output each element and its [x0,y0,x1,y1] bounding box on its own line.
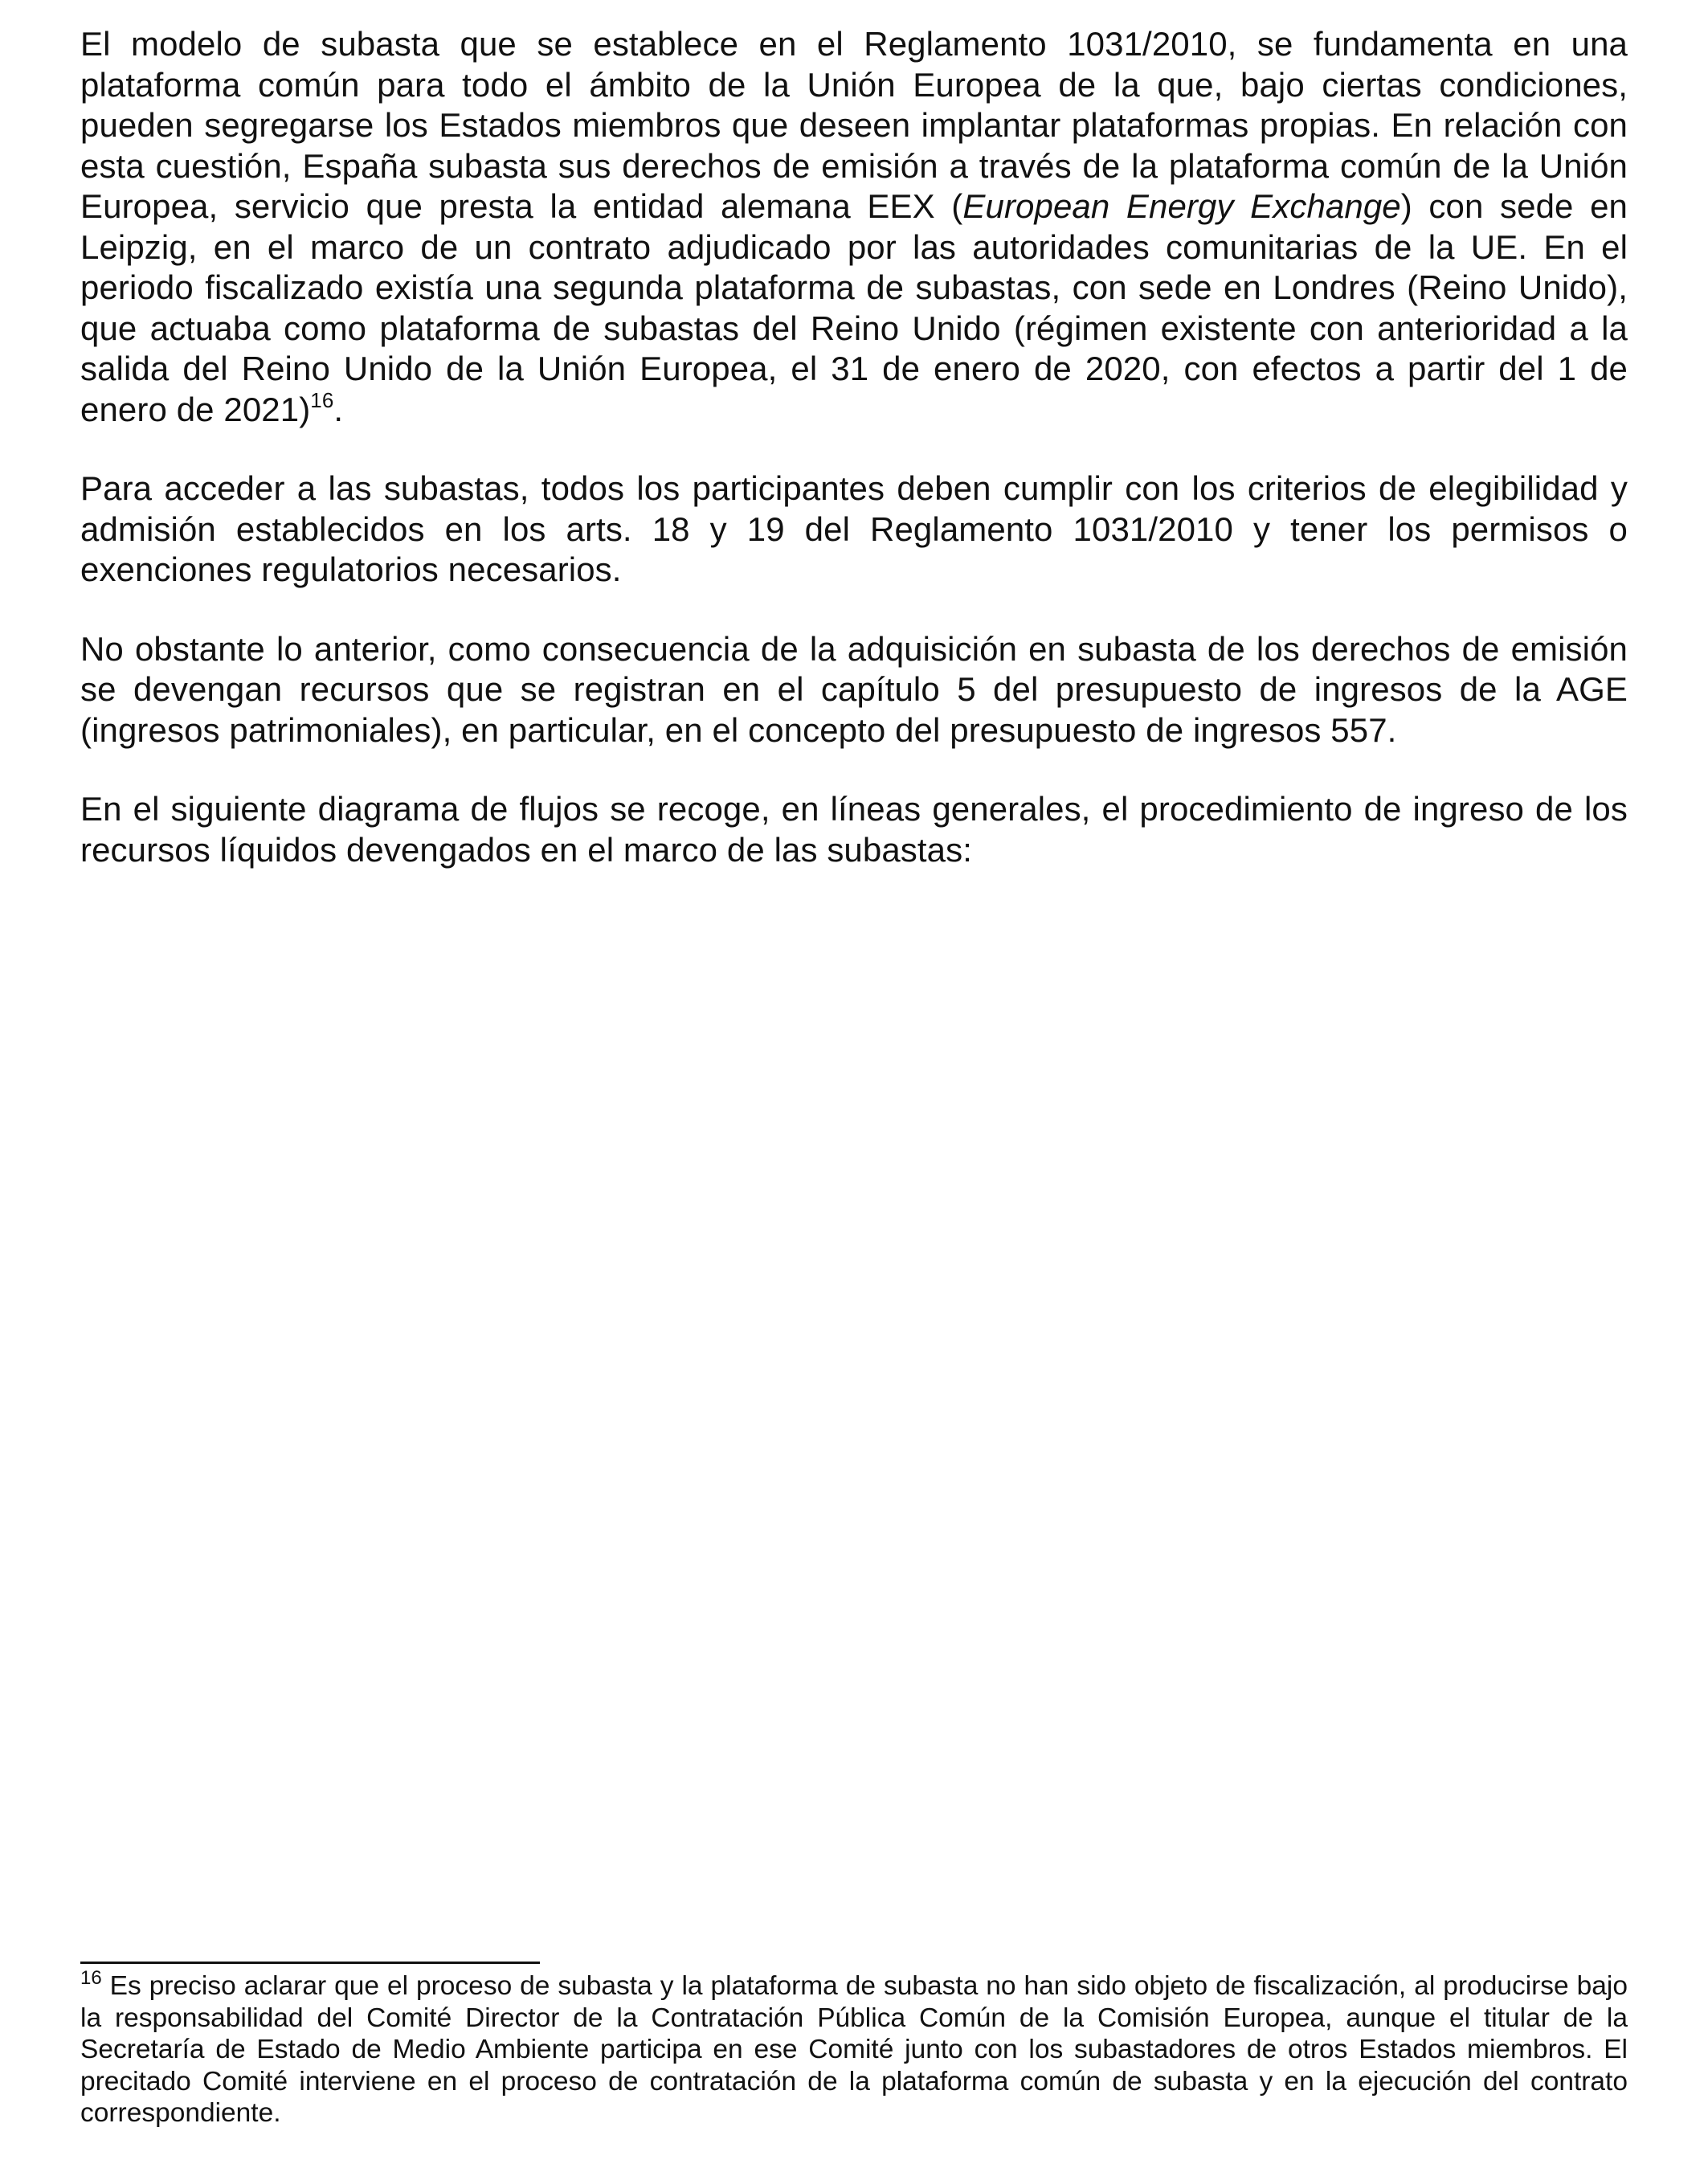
document-body [80,24,1628,909]
footnote-ref-16[interactable]: 16 [310,387,334,412]
paragraph-1-text-a: El modelo de subasta que se establece en el Reglamento 1031/2010, se fundamenta en una plataforma común para todo el ámbito de la Unión Europea de la que, bajo ciertas condiciones, pueden segregarse los Estados miembros que deseen implantar plataformas propias. En relación con esta cuestión, España subasta sus derechos de emisión a través de la plataforma común de la Unión Europea, servicio que presta la entidad alemana EEX ( [80,25,1628,225]
paragraph-access-criteria: Para acceder a las subastas, todos los participantes deben cumplir con los criterios de elegibilidad y admisión establecidos en los arts. 18 y 19 del Reglamento 1031/2010 y tener los permisos o exenciones regulatorios necesarios. [80,469,1628,588]
paragraph-1-end: . [333,390,344,428]
paragraph-flow-diagram-intro: En el siguiente diagrama de flujos se recoge, en líneas generales, el procedimiento de ingreso de los recursos líquidos devengados en el marco de las subastas: [80,790,1628,869]
footnote-16 [80,1966,1628,2129]
eex-full-name: European Energy Exchange [962,187,1401,225]
footnote-separator [80,1962,540,1964]
paragraph-auction-model [80,24,1628,430]
paragraph-revenue-registration: No obstante lo anterior, como consecuencia de la adquisición en subasta de los derechos de emisión se devengan recursos que se registran en el capítulo 5 del presupuesto de ingresos de la AGE (ingresos patrimoniales), en particular, en el concepto del presupuesto de ingresos 557. [80,629,1628,749]
paragraph-1-text-b: ) con sede en Leipzig, en el marco de un contrato adjudicado por las autoridades comunitarias de la UE. En el periodo fiscalizado existía una segunda plataforma de subastas, con sede en Londres (Reino Unido), que actuaba como plataforma de subastas del Reino Unido (régimen existente con anterioridad a la salida del Reino Unido de la Unión Europea, el 31 de enero de 2020, con efectos a partir del 1 de enero de 2021) [80,187,1628,428]
footnote-number: 16 [80,1966,102,1989]
footnote-text: Es preciso aclarar que el proceso de subasta y la plataforma de subasta no han sido objeto de fiscalización, al producirse bajo la responsabilidad del Comité Director de la Contratación Pública Común de la Comisión Europea, aunque el titular de la Secretaría de Estado de Medio Ambiente participa en ese Comité junto con los subastadores de otros Estados miembros. El precitado Comité interviene en el proceso de contratación de la plataforma común de subasta y en la ejecución del contrato correspondiente. [80,1971,1628,2128]
